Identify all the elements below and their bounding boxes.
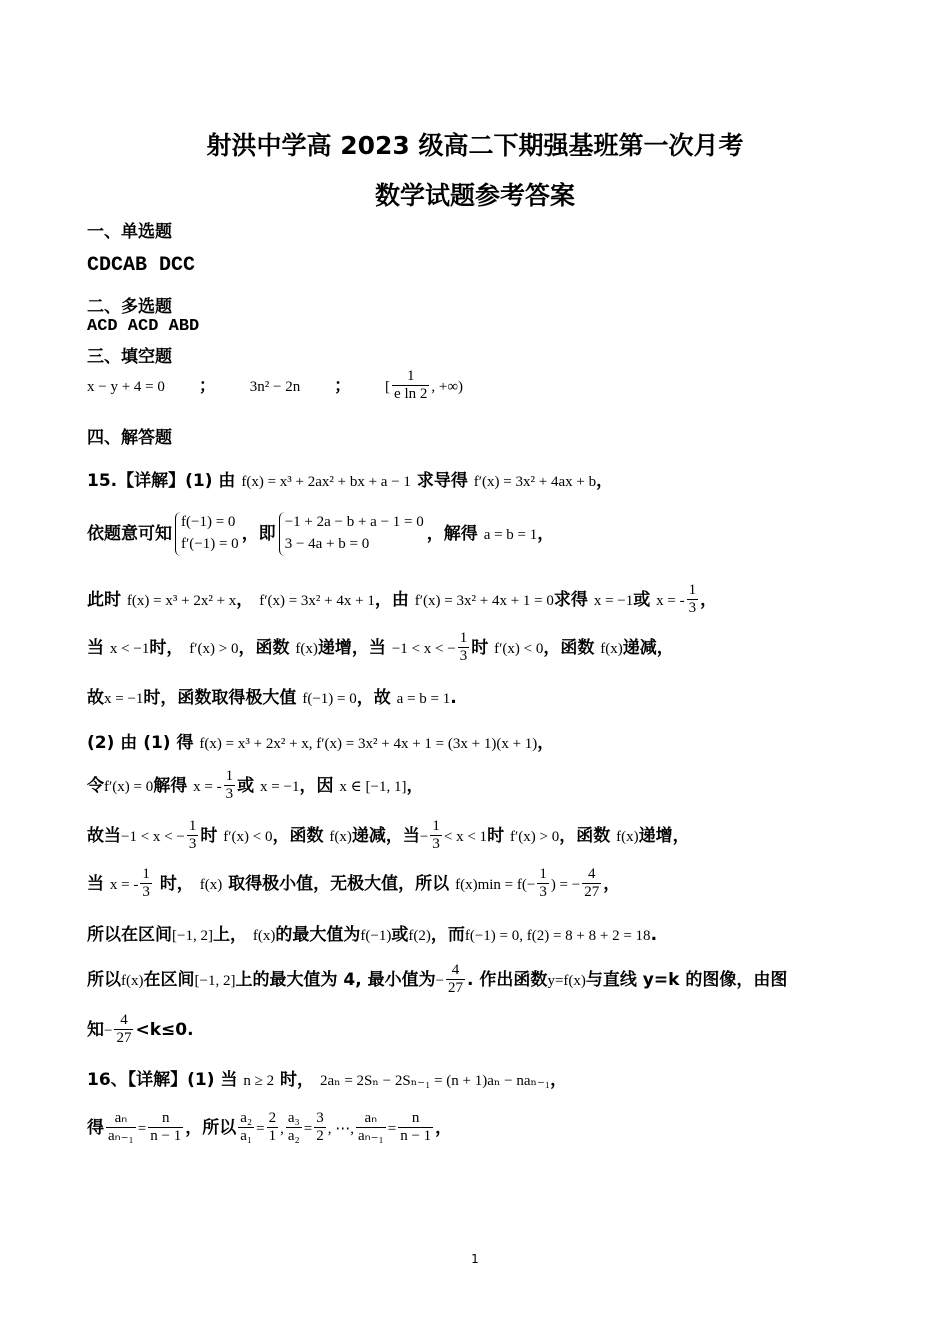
fraction [446, 962, 465, 998]
text: 依题意可知 [87, 523, 172, 544]
denominator: e ln 2 [394, 386, 428, 403]
math: f′(x) = 0 [104, 778, 154, 795]
text: 时， [280, 1070, 315, 1090]
math: f(x) [199, 876, 223, 893]
math: = [137, 1120, 147, 1137]
math: f(−1) [360, 928, 392, 944]
denominator: aₙ₋₁ [108, 1128, 134, 1145]
denominator: a₂ [287, 1128, 300, 1145]
text: 上的最大值为 4, 最小值为 [235, 969, 436, 990]
numerator: 2 [267, 1110, 279, 1128]
text: ，因 [299, 775, 334, 796]
text: ，函数 [543, 637, 595, 658]
text: ，函数 [238, 637, 290, 658]
system-row: f′(−1) = 0 [181, 535, 239, 552]
denominator: 3 [188, 836, 197, 853]
single-choice-answers: CDCAB DCC [87, 254, 196, 277]
denominator: 3 [539, 884, 547, 901]
math: −1 < x < − [391, 640, 456, 657]
text: 递减，当 [351, 825, 420, 846]
fraction [356, 1110, 386, 1146]
math: , [280, 1120, 284, 1137]
text: ， [435, 1117, 453, 1138]
math: = [303, 1120, 313, 1137]
math: x = −1 [593, 592, 634, 609]
q15-line-10 [87, 920, 657, 945]
numerator: 1 [537, 866, 549, 884]
denominator: 27 [448, 980, 464, 997]
fraction [224, 768, 236, 804]
text: 知 [87, 1019, 104, 1040]
q15-line-11 [87, 962, 787, 998]
math: x = - [109, 876, 139, 893]
math: f(−1) = 0 [302, 691, 357, 707]
fraction [106, 1110, 136, 1146]
text: ， [550, 1070, 568, 1090]
q15-line-12 [87, 1012, 194, 1048]
numerator: 4 [582, 866, 601, 884]
text: 取得极小值，无极大值，所以 [228, 873, 450, 894]
text: ，所以 [185, 1117, 237, 1138]
text: ，解得 [426, 523, 478, 544]
text: 递增， [638, 825, 690, 846]
equation-system-2 [279, 512, 424, 556]
fraction [148, 1110, 183, 1146]
denominator: aₙ₋₁ [357, 1128, 384, 1145]
text: ， [603, 873, 621, 894]
q15-line-5 [87, 683, 457, 708]
math: f(2) [408, 928, 431, 944]
math: n ≥ 2 [243, 1073, 275, 1089]
math: −1 < x < − [121, 828, 185, 845]
text: ， [537, 733, 555, 753]
text: <k≤0. [135, 1019, 194, 1040]
text: 时，函数取得极大值 [143, 688, 297, 708]
text: 此时 [87, 589, 121, 610]
text: 15.【详解】(1) 由 [87, 471, 236, 491]
math: x = −1 [104, 691, 144, 707]
text: ，函数 [559, 825, 611, 846]
math: − [435, 972, 445, 989]
text: ，即 [241, 523, 276, 544]
fraction [286, 1110, 302, 1146]
math: f(x) = x³ + 2x² + x [126, 592, 237, 609]
math: [−1, 2] [172, 928, 213, 944]
separator: ； [334, 375, 352, 396]
section-multiple-choice: 二、多选题 [87, 297, 172, 317]
math: , ⋯, [327, 1120, 354, 1137]
denominator: a₁ [240, 1128, 253, 1145]
page-number: 1 [471, 1252, 479, 1266]
math: x = - [193, 778, 222, 795]
math: = [387, 1120, 397, 1137]
math: f′(x) = 3x² + 4ax + b [473, 474, 597, 490]
text: ，而 [430, 925, 465, 945]
fraction [430, 818, 442, 854]
numerator: 4 [114, 1012, 133, 1030]
numerator: 1 [187, 818, 199, 836]
math: − [419, 828, 429, 845]
text: 在区间 [143, 969, 195, 990]
denominator: 3 [459, 648, 468, 665]
text: 上， [212, 925, 247, 945]
fraction [537, 866, 549, 902]
text: 求得 [553, 589, 588, 610]
math: y=f(x) [547, 972, 586, 989]
math: a = b = 1 [483, 526, 538, 543]
fraction [687, 582, 699, 618]
text: ， [700, 589, 718, 610]
math: f(x) [616, 828, 639, 845]
denominator: 3 [142, 884, 150, 901]
denominator: 1 [268, 1128, 277, 1145]
text: 时， [149, 637, 184, 658]
math: f(x) [600, 640, 623, 657]
fraction [314, 1110, 326, 1146]
q15-line-6 [87, 728, 554, 753]
denominator: 3 [432, 836, 440, 853]
text: . [650, 925, 658, 945]
text: ， [406, 775, 424, 796]
denominator: n − 1 [400, 1128, 432, 1145]
numerator: 1 [458, 630, 470, 648]
answer-key-title: 数学试题参考答案 [374, 181, 575, 210]
math: f(x)min = f(− [455, 876, 536, 893]
fill-answer-1: x − y + 4 = 0 [87, 378, 165, 395]
q15-line-7 [87, 768, 423, 804]
text: ，函数 [272, 825, 324, 846]
text: 时 [487, 825, 505, 846]
math: f(x) = x³ + 2ax² + bx + a − 1 [241, 474, 411, 490]
fill-answer-3-fraction [392, 368, 429, 404]
text: 得 [87, 1117, 104, 1138]
denominator: n − 1 [150, 1128, 182, 1145]
denominator: 27 [584, 884, 600, 901]
math: f′(x) > 0 [189, 640, 239, 657]
math: [−1, 2] [194, 972, 236, 989]
denominator: 3 [688, 600, 697, 617]
numerator: 4 [446, 962, 465, 980]
math: f(x) [295, 640, 318, 657]
math: f(x) [121, 972, 144, 989]
text: 或 [391, 925, 409, 945]
math: 2aₙ = 2Sₙ − 2Sₙ₋₁ = (n + 1)aₙ − naₙ₋₁ [319, 1073, 551, 1089]
text: 当 [87, 637, 104, 658]
text: 时 [200, 825, 218, 846]
text: 的最大值为 [275, 925, 361, 945]
text: ， [236, 589, 254, 610]
numerator: n [148, 1110, 183, 1128]
fraction [458, 630, 470, 666]
text: 递减， [622, 637, 674, 658]
numerator: a₂ [238, 1110, 254, 1128]
denominator: 3 [225, 786, 234, 803]
multiple-choice-answers: ACD ACD ABD [87, 317, 200, 336]
text: . 作出函数 [467, 969, 548, 990]
fraction [238, 1110, 254, 1146]
fill-answer-3-open: [ [385, 378, 391, 395]
numerator: n [398, 1110, 433, 1128]
math: − [104, 1022, 113, 1039]
system-row: 3 − 4a + b = 0 [284, 535, 370, 552]
denominator: 27 [116, 1030, 132, 1047]
math: f′(x) < 0 [223, 828, 273, 845]
math: x = −1 [260, 778, 300, 795]
text: 当 [87, 873, 104, 894]
q16-line-2 [87, 1110, 452, 1146]
text: ，由 [374, 589, 409, 610]
text: 所以 [87, 969, 121, 990]
text: 或 [633, 589, 651, 610]
equation-system-1 [175, 512, 239, 556]
text: 故当 [87, 825, 121, 846]
math: f′(x) = 3x² + 4x + 1 [259, 592, 375, 609]
text: 与直线 y=k 的图像，由图 [585, 969, 788, 990]
text: 16、【详解】(1) 当 [87, 1070, 238, 1090]
fraction [267, 1110, 279, 1146]
text: 时， [159, 873, 194, 894]
fraction [114, 1012, 133, 1048]
math: x ∈ [−1, 1] [339, 778, 407, 795]
section-fill-blank: 三、填空题 [87, 347, 172, 367]
exam-title: 射洪中学高 2023 级高二下期强基班第一次月考 [206, 131, 744, 160]
system-row: f(−1) = 0 [181, 514, 236, 530]
denominator: 2 [316, 1128, 324, 1145]
system-row: −1 + 2a − b + a − 1 = 0 [284, 514, 424, 530]
math: = [256, 1120, 265, 1137]
q16-line-1 [87, 1065, 567, 1090]
section-solutions: 四、解答题 [87, 428, 172, 448]
numerator: a₃ [286, 1110, 302, 1128]
text: 解得 [153, 775, 188, 796]
section-single-choice: 一、单选题 [87, 222, 172, 242]
text: 求导得 [416, 471, 468, 491]
fill-blank-answers [87, 368, 463, 404]
q15-line-1 [87, 466, 613, 491]
numerator: 1 [224, 768, 236, 786]
math: f′(x) > 0 [509, 828, 560, 845]
text: 所以在区间 [87, 925, 172, 945]
fraction [582, 866, 601, 902]
math: x < −1 [109, 640, 150, 657]
fill-answer-2: 3n² − 2n [249, 378, 301, 395]
numerator: 1 [430, 818, 442, 836]
numerator: aₙ [106, 1110, 136, 1128]
numerator: aₙ [356, 1110, 386, 1128]
separator: ； [198, 375, 216, 396]
fraction [187, 818, 199, 854]
math: x = - [656, 592, 685, 609]
numerator: 1 [392, 368, 429, 386]
math: ) = − [550, 876, 581, 893]
q15-line-9 [87, 866, 620, 902]
math: f(−1) = 0, f(2) = 8 + 8 + 2 = 18 [464, 928, 651, 944]
text: 令 [87, 775, 104, 796]
numerator: 1 [687, 582, 699, 600]
text: (2) 由 (1) 得 [87, 733, 194, 753]
q15-line-8 [87, 818, 690, 854]
math: f(x) [329, 828, 352, 845]
fraction [398, 1110, 433, 1146]
text: ， [537, 523, 555, 544]
numerator: 3 [314, 1110, 326, 1128]
math: f(x) = x³ + 2x² + x, f′(x) = 3x² + 4x + 1 = (3x + 1)(x + 1) [199, 736, 538, 752]
text: 或 [237, 775, 255, 796]
text: . [450, 688, 457, 708]
fraction [140, 866, 152, 902]
math: a = b = 1 [396, 691, 451, 707]
math: < x < 1 [443, 828, 488, 845]
text: ，故 [356, 688, 391, 708]
q15-line-2 [87, 512, 554, 556]
text: 时 [471, 637, 489, 658]
numerator: 1 [140, 866, 152, 884]
math: f(x) [252, 928, 276, 944]
text: 故 [87, 688, 104, 708]
fill-answer-3-close: , +∞) [431, 378, 464, 395]
math: f′(x) = 3x² + 4x + 1 = 0 [414, 592, 554, 609]
q15-line-4 [87, 630, 674, 666]
q15-line-3 [87, 582, 717, 618]
math: f′(x) < 0 [494, 640, 544, 657]
text: 递增，当 [317, 637, 386, 658]
text: ， [596, 471, 614, 491]
